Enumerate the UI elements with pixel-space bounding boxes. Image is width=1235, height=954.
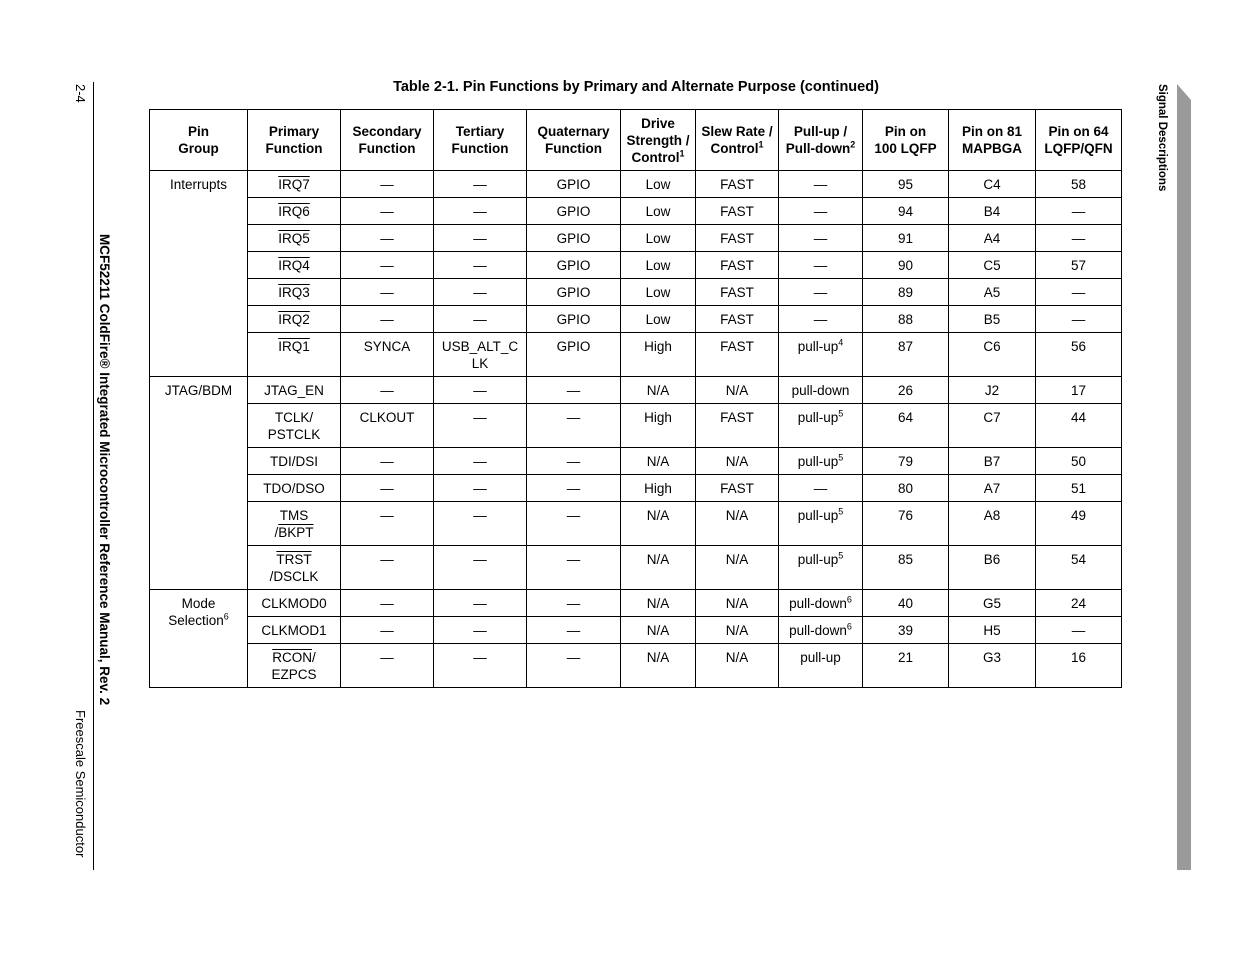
header-secondary: Secondary Function — [341, 110, 434, 171]
pin-group-cell: Interrupts — [150, 171, 248, 377]
lqfp100-cell: 76 — [863, 502, 949, 546]
lqfp64-cell: 51 — [1036, 475, 1122, 502]
page-number: 2-4 — [73, 84, 88, 103]
lqfp64-cell: — — [1036, 617, 1122, 644]
secondary-cell: — — [341, 448, 434, 475]
tertiary-cell: — — [434, 644, 527, 688]
table-row — [150, 306, 1122, 333]
secondary-cell: — — [341, 546, 434, 590]
table-row — [150, 475, 1122, 502]
drive-cell: Low — [621, 225, 696, 252]
manual-title: MCF52211 ColdFire® Integrated Microcontroller Reference Manual, Rev. 2 — [97, 234, 112, 706]
lqfp64-cell: 16 — [1036, 644, 1122, 688]
drive-cell: N/A — [621, 502, 696, 546]
lqfp64-cell: 56 — [1036, 333, 1122, 377]
primary-function-cell: IRQ3 — [248, 279, 341, 306]
pull-cell: — — [779, 475, 863, 502]
lqfp64-cell: — — [1036, 306, 1122, 333]
primary-function-cell: IRQ6 — [248, 198, 341, 225]
pull-cell: pull-$up^5$ — [779, 404, 863, 448]
secondary-cell: — — [341, 590, 434, 617]
lqfp100-cell: 87 — [863, 333, 949, 377]
mapbga-cell: C7 — [949, 404, 1036, 448]
secondary-cell: — — [341, 198, 434, 225]
secondary-cell: — — [341, 279, 434, 306]
header-pin-group: Pin Group — [150, 110, 248, 171]
pull-cell: — — [779, 171, 863, 198]
mapbga-cell: A4 — [949, 225, 1036, 252]
header-pull: Pull-up / Pull-down$^2$ — [779, 110, 863, 171]
table-row — [150, 617, 1122, 644]
slew-cell: N/A — [696, 377, 779, 404]
quaternary-cell: GPIO — [527, 198, 621, 225]
primary-function-cell: IRQ1 — [248, 333, 341, 377]
header-lqfp100: Pin on 100 LQFP — [863, 110, 949, 171]
mapbga-cell: J2 — [949, 377, 1036, 404]
lqfp64-cell: 54 — [1036, 546, 1122, 590]
slew-cell: FAST — [696, 225, 779, 252]
slew-cell: N/A — [696, 617, 779, 644]
slew-cell: FAST — [696, 306, 779, 333]
pin-group-cell: Mode Selection$^6$ — [150, 590, 248, 688]
table-header-row — [150, 110, 1122, 171]
primary-function-cell: IRQ5 — [248, 225, 341, 252]
slew-cell: FAST — [696, 171, 779, 198]
secondary-cell: — — [341, 306, 434, 333]
primary-function-cell: IRQ7 — [248, 171, 341, 198]
lqfp64-cell: — — [1036, 225, 1122, 252]
secondary-cell: — — [341, 377, 434, 404]
lqfp100-cell: 88 — [863, 306, 949, 333]
primary-function-cell: TDO/DSO — [248, 475, 341, 502]
tertiary-cell: — — [434, 225, 527, 252]
left-margin-rule — [93, 82, 94, 870]
lqfp64-cell: 50 — [1036, 448, 1122, 475]
quaternary-cell: — — [527, 590, 621, 617]
tertiary-cell: — — [434, 377, 527, 404]
section-name: Signal Descriptions — [1156, 84, 1168, 192]
quaternary-cell: — — [527, 546, 621, 590]
section-tab-corner — [1177, 84, 1191, 100]
slew-cell: FAST — [696, 404, 779, 448]
lqfp64-cell: — — [1036, 279, 1122, 306]
table-row — [150, 644, 1122, 688]
secondary-cell: — — [341, 252, 434, 279]
lqfp64-cell: 44 — [1036, 404, 1122, 448]
pull-cell: pull-$up^5$ — [779, 502, 863, 546]
primary-function-cell: RCON/ EZPCS — [248, 644, 341, 688]
pull-cell: pull-$up^5$ — [779, 546, 863, 590]
drive-cell: Low — [621, 252, 696, 279]
lqfp100-cell: 89 — [863, 279, 949, 306]
pull-cell: — — [779, 279, 863, 306]
quaternary-cell: GPIO — [527, 333, 621, 377]
lqfp100-cell: 91 — [863, 225, 949, 252]
table-row — [150, 333, 1122, 377]
mapbga-cell: G3 — [949, 644, 1036, 688]
slew-cell: N/A — [696, 448, 779, 475]
pull-cell: pull-up — [779, 644, 863, 688]
secondary-cell: CLKOUT — [341, 404, 434, 448]
header-slew: Slew Rate / Control$^1$ — [696, 110, 779, 171]
mapbga-cell: C4 — [949, 171, 1036, 198]
lqfp64-cell: 49 — [1036, 502, 1122, 546]
pull-cell: pull-down — [779, 377, 863, 404]
table-row — [150, 252, 1122, 279]
drive-cell: N/A — [621, 546, 696, 590]
pull-cell: pull-down$^6$ — [779, 617, 863, 644]
tertiary-cell: — — [434, 404, 527, 448]
secondary-cell: — — [341, 617, 434, 644]
quaternary-cell: GPIO — [527, 252, 621, 279]
drive-cell: N/A — [621, 448, 696, 475]
pull-cell: pull-$up^4$ — [779, 333, 863, 377]
quaternary-cell: GPIO — [527, 306, 621, 333]
secondary-cell: — — [341, 502, 434, 546]
quaternary-cell: — — [527, 502, 621, 546]
section-tab-bar — [1177, 100, 1191, 870]
lqfp100-cell: 26 — [863, 377, 949, 404]
slew-cell: N/A — [696, 546, 779, 590]
quaternary-cell: — — [527, 404, 621, 448]
tertiary-cell: — — [434, 448, 527, 475]
table-title: Table 2-1. Pin Functions by Primary and Alternate Purpose (continued) — [393, 79, 879, 95]
drive-cell: Low — [621, 279, 696, 306]
lqfp100-cell: 85 — [863, 546, 949, 590]
tertiary-cell: — — [434, 252, 527, 279]
mapbga-cell: C5 — [949, 252, 1036, 279]
lqfp64-cell: 17 — [1036, 377, 1122, 404]
pull-cell: pull-down$^6$ — [779, 590, 863, 617]
secondary-cell: — — [341, 644, 434, 688]
lqfp64-cell: — — [1036, 198, 1122, 225]
pull-cell: — — [779, 198, 863, 225]
table-row — [150, 279, 1122, 306]
drive-cell: Low — [621, 198, 696, 225]
tertiary-cell: — — [434, 171, 527, 198]
tertiary-cell: USB_ALT_C LK — [434, 333, 527, 377]
tertiary-cell: — — [434, 546, 527, 590]
quaternary-cell: — — [527, 475, 621, 502]
tertiary-cell: — — [434, 502, 527, 546]
drive-cell: High — [621, 404, 696, 448]
quaternary-cell: — — [527, 617, 621, 644]
lqfp100-cell: 90 — [863, 252, 949, 279]
primary-function-cell: IRQ2 — [248, 306, 341, 333]
table-row — [150, 377, 1122, 404]
table-row — [150, 502, 1122, 546]
header-mapbga: Pin on 81 MAPBGA — [949, 110, 1036, 171]
slew-cell: FAST — [696, 252, 779, 279]
slew-cell: FAST — [696, 279, 779, 306]
publisher: Freescale Semiconductor — [73, 710, 88, 858]
drive-cell: Low — [621, 306, 696, 333]
drive-cell: High — [621, 475, 696, 502]
lqfp100-cell: 21 — [863, 644, 949, 688]
pin-group-cell: JTAG/BDM — [150, 377, 248, 590]
header-lqfp64: Pin on 64 LQFP/QFN — [1036, 110, 1122, 171]
slew-cell: N/A — [696, 590, 779, 617]
pull-cell: — — [779, 306, 863, 333]
primary-function-cell: JTAG_EN — [248, 377, 341, 404]
drive-cell: High — [621, 333, 696, 377]
lqfp100-cell: 95 — [863, 171, 949, 198]
quaternary-cell: — — [527, 644, 621, 688]
mapbga-cell: B6 — [949, 546, 1036, 590]
tertiary-cell: — — [434, 279, 527, 306]
secondary-cell: — — [341, 475, 434, 502]
pull-cell: — — [779, 225, 863, 252]
lqfp64-cell: 24 — [1036, 590, 1122, 617]
primary-function-cell: IRQ4 — [248, 252, 341, 279]
lqfp64-cell: 58 — [1036, 171, 1122, 198]
slew-cell: FAST — [696, 333, 779, 377]
primary-function-cell: TDI/DSI — [248, 448, 341, 475]
mapbga-cell: G5 — [949, 590, 1036, 617]
mapbga-cell: B4 — [949, 198, 1036, 225]
mapbga-cell: A7 — [949, 475, 1036, 502]
table-row — [150, 171, 1122, 198]
lqfp100-cell: 79 — [863, 448, 949, 475]
table-row — [150, 590, 1122, 617]
lqfp100-cell: 39 — [863, 617, 949, 644]
lqfp100-cell: 64 — [863, 404, 949, 448]
header-quaternary: Quaternary Function — [527, 110, 621, 171]
header-drive: Drive Strength / Control$^1$ — [621, 110, 696, 171]
table-row — [150, 225, 1122, 252]
slew-cell: N/A — [696, 644, 779, 688]
header-primary: Primary Function — [248, 110, 341, 171]
tertiary-cell: — — [434, 617, 527, 644]
tertiary-cell: — — [434, 306, 527, 333]
slew-cell: FAST — [696, 198, 779, 225]
lqfp100-cell: 80 — [863, 475, 949, 502]
mapbga-cell: A5 — [949, 279, 1036, 306]
secondary-cell: — — [341, 171, 434, 198]
primary-function-cell: CLKMOD1 — [248, 617, 341, 644]
pin-functions-table — [149, 109, 1122, 688]
quaternary-cell: — — [527, 377, 621, 404]
tertiary-cell: — — [434, 590, 527, 617]
pull-cell: — — [779, 252, 863, 279]
quaternary-cell: GPIO — [527, 171, 621, 198]
primary-function-cell: TMS /BKPT — [248, 502, 341, 546]
quaternary-cell: — — [527, 448, 621, 475]
mapbga-cell: A8 — [949, 502, 1036, 546]
tertiary-cell: — — [434, 198, 527, 225]
drive-cell: N/A — [621, 377, 696, 404]
lqfp100-cell: 40 — [863, 590, 949, 617]
mapbga-cell: B7 — [949, 448, 1036, 475]
tertiary-cell: — — [434, 475, 527, 502]
mapbga-cell: B5 — [949, 306, 1036, 333]
primary-function-cell: TCLK/ PSTCLK — [248, 404, 341, 448]
primary-function-cell: TRST /DSCLK — [248, 546, 341, 590]
table-row — [150, 404, 1122, 448]
table-row — [150, 546, 1122, 590]
quaternary-cell: GPIO — [527, 225, 621, 252]
pull-cell: pull-$up^5$ — [779, 448, 863, 475]
secondary-cell: — — [341, 225, 434, 252]
secondary-cell: SYNCA — [341, 333, 434, 377]
drive-cell: N/A — [621, 617, 696, 644]
slew-cell: N/A — [696, 502, 779, 546]
table-row — [150, 448, 1122, 475]
lqfp100-cell: 94 — [863, 198, 949, 225]
mapbga-cell: H5 — [949, 617, 1036, 644]
drive-cell: Low — [621, 171, 696, 198]
slew-cell: FAST — [696, 475, 779, 502]
drive-cell: N/A — [621, 644, 696, 688]
header-tertiary: Tertiary Function — [434, 110, 527, 171]
drive-cell: N/A — [621, 590, 696, 617]
mapbga-cell: C6 — [949, 333, 1036, 377]
lqfp64-cell: 57 — [1036, 252, 1122, 279]
quaternary-cell: GPIO — [527, 279, 621, 306]
table-row — [150, 198, 1122, 225]
primary-function-cell: CLKMOD0 — [248, 590, 341, 617]
